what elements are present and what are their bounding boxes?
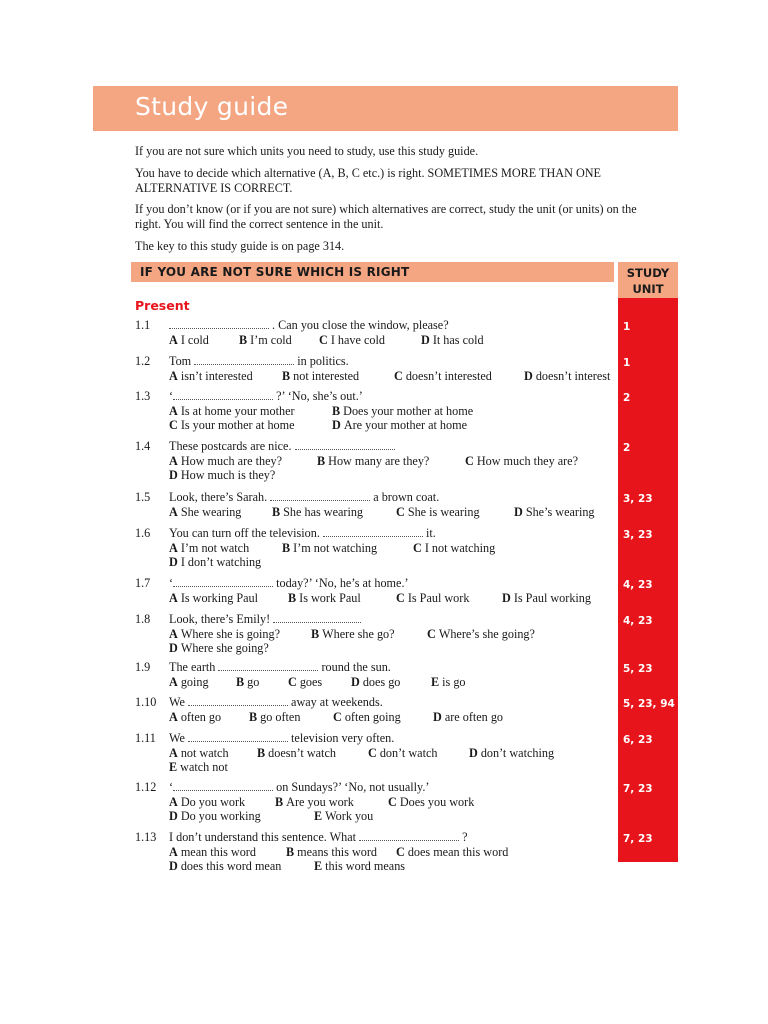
page-title: Study guide (135, 92, 289, 121)
option-letter: B (236, 674, 245, 689)
answer-option (396, 591, 469, 606)
question-text: it. (422, 526, 436, 540)
option-text: doesn’t interested (405, 368, 492, 383)
option-letter: A (169, 626, 178, 641)
option-letter: A (169, 332, 178, 347)
answer-option (169, 627, 280, 642)
options-line (169, 454, 619, 469)
option-text: Are your mother at home (343, 418, 468, 433)
question-line (169, 780, 619, 795)
question-text: We (169, 731, 188, 745)
answer-option (236, 675, 259, 690)
option-letter: A (169, 540, 178, 555)
option-text: are often go (444, 709, 504, 724)
exercise-body (169, 731, 619, 775)
options-line (169, 809, 619, 824)
answer-blank (270, 491, 370, 501)
question-text: . Can you close the window, please? (269, 318, 449, 332)
option-text: How much are they? (180, 453, 282, 468)
option-text: I’m cold (250, 332, 292, 347)
answer-option (332, 404, 473, 419)
answer-option (169, 746, 229, 761)
answer-option (169, 641, 269, 656)
question-text: on Sundays?’ ‘No, not usually.’ (273, 780, 430, 794)
option-letter: B (282, 540, 291, 555)
question-line (169, 439, 619, 454)
option-text: I not watching (424, 540, 496, 555)
option-letter: A (169, 709, 178, 724)
option-text: go (247, 674, 260, 689)
options-line (169, 591, 619, 606)
options-line (169, 859, 619, 874)
option-text: She is wearing (407, 504, 480, 519)
option-letter: B (332, 403, 341, 418)
option-letter: C (427, 626, 436, 641)
option-text: Is your mother at home (180, 418, 295, 433)
option-text: How much is they? (180, 468, 276, 483)
options-line (169, 760, 619, 775)
answer-option (388, 795, 474, 810)
option-text: Does your mother at home (343, 403, 474, 418)
option-letter: E (314, 809, 323, 824)
question-text: ‘ (169, 389, 174, 403)
answer-blank (173, 577, 273, 587)
option-letter: D (421, 332, 430, 347)
answer-option (394, 369, 492, 384)
option-text: She’s wearing (525, 504, 595, 519)
option-letter: C (396, 844, 405, 859)
answer-blank (194, 355, 294, 365)
answer-option (311, 627, 395, 642)
option-letter: D (502, 590, 511, 605)
answer-blank (173, 390, 273, 400)
options-line (169, 555, 619, 570)
option-text: Are you work (286, 794, 354, 809)
question-text: in politics. (294, 354, 349, 368)
options-line (169, 675, 619, 690)
answer-option (169, 369, 253, 384)
exercise-number: 1.5 (135, 490, 151, 504)
option-text: does this word mean (180, 859, 282, 874)
answer-option (169, 555, 261, 570)
option-text: don’t watch (379, 745, 438, 760)
question-text: today?’ ‘No, he’s at home.’ (273, 576, 409, 590)
answer-option (465, 454, 578, 469)
option-text: I’m not watch (180, 540, 250, 555)
answer-blank (169, 319, 269, 329)
option-text: I’m not watching (293, 540, 378, 555)
option-text: not interested (293, 368, 360, 383)
option-letter: C (394, 368, 403, 383)
answer-option (332, 418, 467, 433)
answer-option (169, 505, 241, 520)
answer-option (288, 591, 361, 606)
option-text: often go (180, 709, 222, 724)
option-letter: C (333, 709, 342, 724)
answer-option (169, 418, 295, 433)
option-text: does go (362, 674, 401, 689)
option-text: go often (260, 709, 301, 724)
exercise-number: 1.8 (135, 612, 151, 626)
study-unit-ref: 1 (623, 321, 631, 333)
option-letter: C (465, 453, 474, 468)
question-line (169, 490, 619, 505)
option-letter: B (286, 844, 295, 859)
options-line (169, 404, 619, 419)
option-letter: B (311, 626, 320, 641)
study-unit-ref: 5, 23 (623, 663, 653, 675)
option-letter: C (288, 674, 297, 689)
option-text: is go (442, 674, 466, 689)
intro-paragraph: If you are not sure which units you need to study, use this study guide. (135, 144, 479, 158)
options-line (169, 505, 619, 520)
answer-option (169, 845, 256, 860)
option-letter: D (169, 809, 178, 824)
study-unit-ref: 2 (623, 442, 631, 454)
answer-option (431, 675, 466, 690)
exercise-number: 1.7 (135, 576, 151, 590)
option-text: watch not (180, 760, 228, 775)
question-text: You can turn off the television. (169, 526, 323, 540)
options-line (169, 795, 619, 810)
option-text: I don’t watching (180, 555, 262, 570)
option-letter: B (275, 794, 284, 809)
exercise-body (169, 490, 619, 519)
study-unit-ref: 3, 23 (623, 493, 653, 505)
question-text: ? (459, 830, 468, 844)
exercise-body (169, 780, 619, 824)
answer-option (396, 505, 480, 520)
option-letter: D (524, 368, 533, 383)
option-letter: C (388, 794, 397, 809)
option-text: mean this word (180, 844, 256, 859)
option-text: Is at home your mother (180, 403, 295, 418)
answer-blank (323, 527, 423, 537)
option-letter: D (169, 641, 178, 656)
question-text: We (169, 695, 188, 709)
answer-option (169, 454, 282, 469)
option-text: Do you working (180, 809, 261, 824)
option-text: Where she going? (180, 641, 269, 656)
answer-option (413, 541, 495, 556)
answer-option (286, 845, 377, 860)
option-text: isn’t interested (180, 368, 253, 383)
option-letter: A (169, 403, 178, 418)
question-line (169, 612, 619, 627)
options-line (169, 627, 619, 642)
answer-option (249, 710, 300, 725)
question-line (169, 660, 619, 675)
study-unit-header (618, 262, 678, 298)
exercise-number: 1.11 (135, 731, 156, 745)
option-text: Do you work (180, 794, 246, 809)
option-letter: A (169, 745, 178, 760)
question-text: Look, there’s Emily! (169, 612, 274, 626)
answer-option (351, 675, 400, 690)
option-letter: B (282, 368, 291, 383)
answer-option (314, 859, 405, 874)
option-text: I cold (180, 332, 209, 347)
option-letter: D (514, 504, 523, 519)
answer-option (169, 333, 209, 348)
option-text: Does you work (399, 794, 475, 809)
option-text: How many are they? (328, 453, 430, 468)
exercise-body (169, 830, 619, 874)
option-letter: C (319, 332, 328, 347)
study-unit-ref: 7, 23 (623, 833, 653, 845)
option-text: It has cold (432, 332, 484, 347)
option-text: Is working Paul (180, 590, 258, 605)
option-text: doesn’t interest (535, 368, 611, 383)
question-text: The earth (169, 660, 219, 674)
answer-option (433, 710, 503, 725)
question-text: Look, there’s Sarah. (169, 490, 271, 504)
intro-paragraph: If you don’t know (or if you are not sure) which alternatives are correct, study the unit (or units) on the right. You will find the correct sentence in the unit. (135, 202, 637, 231)
question-line (169, 695, 619, 710)
answer-option (288, 675, 322, 690)
option-letter: A (169, 504, 178, 519)
question-text: I don’t understand this sentence. What (169, 830, 360, 844)
exercise-number: 1.10 (135, 695, 157, 709)
option-letter: C (368, 745, 377, 760)
answer-option (169, 859, 281, 874)
option-letter: E (169, 760, 178, 775)
title-band (93, 86, 678, 131)
study-unit-ref: 5, 23, 94 (623, 698, 675, 710)
answer-option (169, 710, 221, 725)
options-line (169, 333, 619, 348)
exercise-number: 1.1 (135, 318, 151, 332)
question-text: These postcards are nice. (169, 439, 295, 453)
answer-option (169, 760, 228, 775)
question-line (169, 731, 619, 746)
option-text: How much they are? (476, 453, 578, 468)
option-letter: A (169, 844, 178, 859)
option-text: Is Paul working (513, 590, 591, 605)
table-header (131, 262, 614, 282)
answer-option (282, 541, 377, 556)
option-text: going (180, 674, 209, 689)
answer-blank (273, 613, 361, 623)
exercise-number: 1.3 (135, 389, 151, 403)
exercise-number: 1.9 (135, 660, 151, 674)
options-line (169, 541, 619, 556)
exercise-number: 1.12 (135, 780, 157, 794)
exercise-number: 1.4 (135, 439, 151, 453)
option-letter: C (413, 540, 422, 555)
answer-blank (188, 732, 288, 742)
study-unit-ref: 4, 23 (623, 615, 653, 627)
options-line (169, 845, 619, 860)
answer-option (169, 795, 245, 810)
answer-option (275, 795, 354, 810)
question-text: ‘ (169, 576, 174, 590)
question-text: ‘ (169, 780, 174, 794)
study-unit-ref: 6, 23 (623, 734, 653, 746)
option-letter: E (431, 674, 440, 689)
intro-paragraph: The key to this study guide is on page 314. (135, 238, 345, 253)
answer-option (427, 627, 535, 642)
answer-blank (218, 661, 318, 671)
option-letter: A (169, 674, 178, 689)
option-letter: A (169, 453, 178, 468)
answer-option (257, 746, 336, 761)
answer-option (282, 369, 359, 384)
option-letter: B (257, 745, 266, 760)
options-line (169, 369, 619, 384)
option-text: goes (299, 674, 323, 689)
option-text: Work you (325, 809, 374, 824)
option-letter: B (249, 709, 258, 724)
question-line (169, 576, 619, 591)
exercise-body (169, 389, 619, 433)
study-unit-ref: 1 (623, 357, 631, 369)
options-line (169, 641, 619, 656)
answer-option (169, 404, 295, 419)
exercise-body (169, 354, 619, 383)
option-text: Where’s she going? (438, 626, 535, 641)
question-text: ?’ ‘No, she’s out.’ (273, 389, 363, 403)
question-line (169, 389, 619, 404)
exercise-body (169, 660, 619, 689)
question-line (169, 354, 619, 369)
option-letter: D (332, 418, 341, 433)
option-text: She has wearing (283, 504, 364, 519)
options-line (169, 418, 619, 433)
study-unit-header-line: STUDY (626, 266, 670, 280)
answer-option (524, 369, 610, 384)
answer-option (272, 505, 363, 520)
exercise-number: 1.13 (135, 830, 157, 844)
option-text: don’t watching (480, 745, 555, 760)
option-text: She wearing (180, 504, 242, 519)
answer-option (239, 333, 292, 348)
option-text: doesn’t watch (268, 745, 336, 760)
answer-option (317, 454, 429, 469)
option-text: does mean this word (407, 844, 509, 859)
option-letter: C (396, 504, 405, 519)
study-unit-ref: 2 (623, 392, 631, 404)
option-text: Is Paul work (407, 590, 470, 605)
answer-option (169, 591, 258, 606)
question-text: round the sun. (318, 660, 391, 674)
option-letter: B (317, 453, 326, 468)
question-line (169, 526, 619, 541)
answer-option (319, 333, 385, 348)
exercise-body (169, 318, 619, 347)
study-unit-header-line: UNIT (632, 282, 664, 296)
option-letter: C (396, 590, 405, 605)
question-text: away at weekends. (287, 695, 383, 709)
answer-option (396, 845, 508, 860)
option-letter: A (169, 368, 178, 383)
answer-option (469, 746, 554, 761)
option-text: this word means (325, 859, 406, 874)
option-letter: D (433, 709, 442, 724)
answer-option (514, 505, 595, 520)
question-text: television very often. (287, 731, 395, 745)
option-letter: D (469, 745, 478, 760)
intro (135, 144, 665, 260)
option-letter: D (169, 555, 178, 570)
option-letter: C (169, 418, 178, 433)
option-text: I have cold (330, 332, 385, 347)
section-heading: Present (135, 298, 190, 313)
answer-blank (188, 696, 288, 706)
question-line (169, 318, 619, 333)
option-text: means this word (297, 844, 378, 859)
answer-option (169, 468, 275, 483)
options-line (169, 468, 619, 483)
table-header-label: IF YOU ARE NOT SURE WHICH IS RIGHT (140, 265, 410, 279)
exercise-body (169, 612, 619, 656)
study-unit-ref: 4, 23 (623, 579, 653, 591)
exercise-number: 1.2 (135, 354, 151, 368)
answer-blank (173, 781, 273, 791)
study-unit-ref: 7, 23 (623, 783, 653, 795)
option-text: Where she is going? (180, 626, 280, 641)
option-letter: E (314, 859, 323, 874)
option-letter: A (169, 794, 178, 809)
answer-option (368, 746, 437, 761)
answer-blank (359, 831, 459, 841)
exercise-body (169, 439, 619, 483)
options-line (169, 746, 619, 761)
answer-option (421, 333, 484, 348)
intro-paragraph: You have to decide which alternative (A, B, C etc.) is right. SOMETIMES MORE THAN ONE ALTERNATIVE IS CORRECT. (135, 165, 601, 195)
option-text: not watch (180, 745, 229, 760)
option-letter: B (288, 590, 297, 605)
exercise-body (169, 576, 619, 605)
question-text: Tom (169, 354, 195, 368)
question-line (169, 830, 619, 845)
answer-option (169, 809, 261, 824)
study-unit-ref: 3, 23 (623, 529, 653, 541)
option-letter: D (169, 468, 178, 483)
question-text: a brown coat. (370, 490, 440, 504)
option-letter: D (351, 674, 360, 689)
option-letter: A (169, 590, 178, 605)
options-line (169, 710, 619, 725)
option-letter: D (169, 859, 178, 874)
answer-option (333, 710, 401, 725)
answer-option (169, 541, 249, 556)
option-text: often going (344, 709, 401, 724)
exercise-body (169, 526, 619, 570)
option-letter: B (239, 332, 248, 347)
option-letter: B (272, 504, 281, 519)
answer-option (169, 675, 209, 690)
answer-option (502, 591, 591, 606)
answer-option (314, 809, 373, 824)
exercise-body (169, 695, 619, 724)
answer-blank (295, 440, 395, 450)
option-text: Where she go? (322, 626, 395, 641)
exercise-number: 1.6 (135, 526, 151, 540)
option-text: Is work Paul (299, 590, 361, 605)
